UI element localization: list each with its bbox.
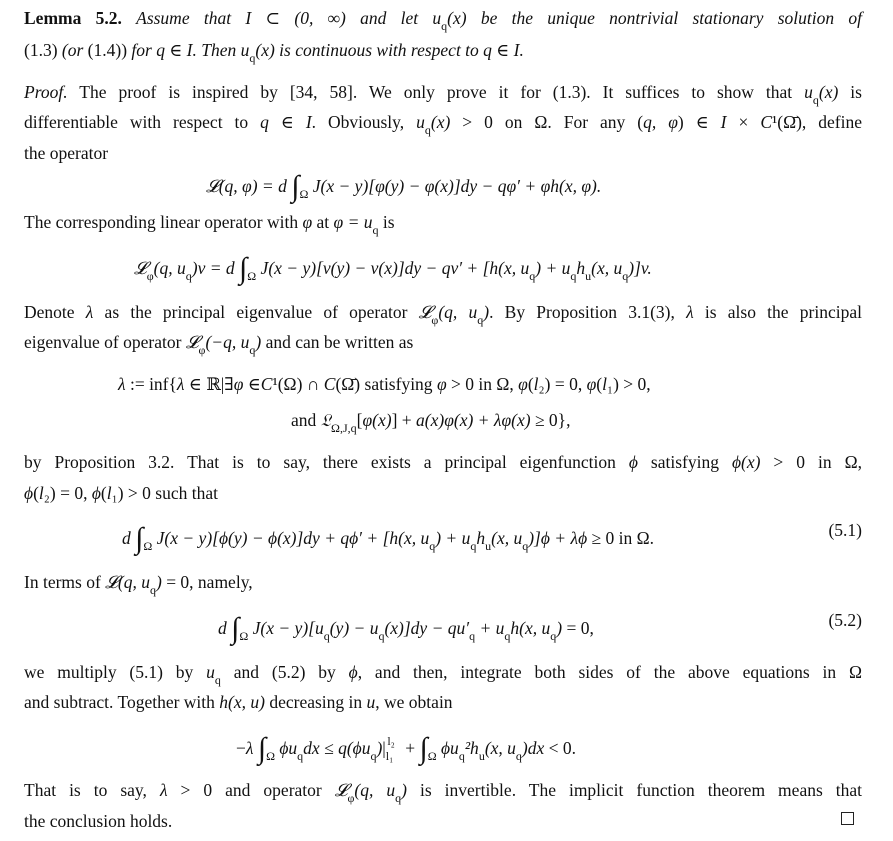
proof-line-13: the conclusion holds. — [24, 811, 173, 831]
equation-number-5-2: (5.2) — [828, 610, 862, 630]
proof-line-8: ϕ(l₂) = 0, ϕ(l₁) > 0 such that — [24, 483, 218, 503]
proof-label: Proof. — [24, 82, 68, 102]
equation-5-2: d $\int_\Omega$ $J(x - y)[u_q(y) - u_q(x)]dy - qu'_q + u_qh(x$, $u_q) = 0$, (5.2) — [218, 610, 862, 645]
operator-equation: 𝓛(q, φ) = d $\int_\Omega$ J(x − y)[φ(y) − φ(x)]dy − qφ′ + φh(x, φ). — [206, 170, 602, 203]
final-inequality: −λ $\int_\Omega$ $\phi u_qdx \le q(\phi u_q)|_{l_1}^{l_2} + \int_\Omega$ $\phi u_q^2h_u(x$, $u_q)dx < 0$. — [236, 732, 577, 765]
proof-line-12: That is to say, λ > 0 and operator 𝓛$_\varphi$(q, $u_q$) is invertible. The implicit function theorem means that — [24, 780, 863, 805]
lemma-line-2: (1.3) (or (1.4)) for q ∈ I. Then $u_q(x)$ is continuous with respect to q ∈ I. — [24, 40, 524, 65]
lemma-label: Lemma 5.2. — [24, 8, 122, 28]
proof-line-6: eigenvalue of operator 𝓛$_\varphi$(−q, $u_q$) and can be written as — [24, 332, 414, 357]
equation-5-1: d $\int_\Omega$ J(x − y)[ϕ(y) − ϕ(x)]dy + qϕ′ + [h(x, $u_q) + u_qh_u(x$, $u_q)]\phi + \lambda\phi \ge 0$ in Ω. (5.1) — [122, 520, 862, 555]
lambda-definition-line-1: λ := inf{λ ∈ ℝ|∃φ ∈C¹(Ω) ∩ C(Ω̄) satisfying φ > 0 in Ω, φ(l₂) = 0, φ(l₁) > 0, — [118, 374, 651, 394]
proof-line-10: we multiply (5.1) by $u_q$ and (5.2) by ϕ, and then, integrate both sides of the above equations in Ω — [24, 662, 862, 687]
linear-operator-equation: 𝓛$_\varphi$(q, $u_q)v = d$ $\int_\Omega$ J(x − y)[v(y) − v(x)]dy − qv′ + [h(x, $u_q) + u_qh_u(x$, $u_q)]v$. — [134, 252, 652, 285]
proof-line-9: In terms of 𝓛(q, $u_q) = 0$, namely, — [24, 572, 253, 597]
lambda-definition-line-2: and 𝔏$_{\Omega,J,q}$[φ(x)] + a(x)φ(x) + λφ(x) ≥ 0}, — [291, 410, 571, 435]
proof-line-2: differentiable with respect to q ∈ I. Obviously, $u_q(x) > 0$ on Ω. For any (q, φ) ∈ I × C¹(Ω̄), define — [24, 112, 862, 137]
proof-line-1: Proof. The proof is inspired by [34, 58]. We only prove it for (1.3). It suffices to show that $u_q(x)$ is — [24, 82, 862, 107]
lemma-line-1: Lemma 5.2. Assume that I ⊂ (0, ∞) and let $u_q(x)$ be the unique nontrivial stationary solution of — [24, 8, 862, 33]
equation-number-5-1: (5.1) — [828, 520, 862, 540]
proof-line-5: Denote λ as the principal eigenvalue of operator 𝓛$_\varphi$(q, $u_q$). By Proposition 3.1(3), λ is also the principal — [24, 302, 862, 327]
proof-line-4: The corresponding linear operator with φ at $\varphi = u_q$ is — [24, 212, 395, 237]
proof-line-11: and subtract. Together with h(x, u) decreasing in u, we obtain — [24, 692, 453, 712]
proof-line-3: the operator — [24, 143, 109, 163]
proof-line-7: by Proposition 3.2. That is to say, there exists a principal eigenfunction ϕ satisfying ϕ(x) > 0 in Ω, — [24, 452, 862, 472]
end-of-proof-square-icon — [841, 812, 854, 825]
